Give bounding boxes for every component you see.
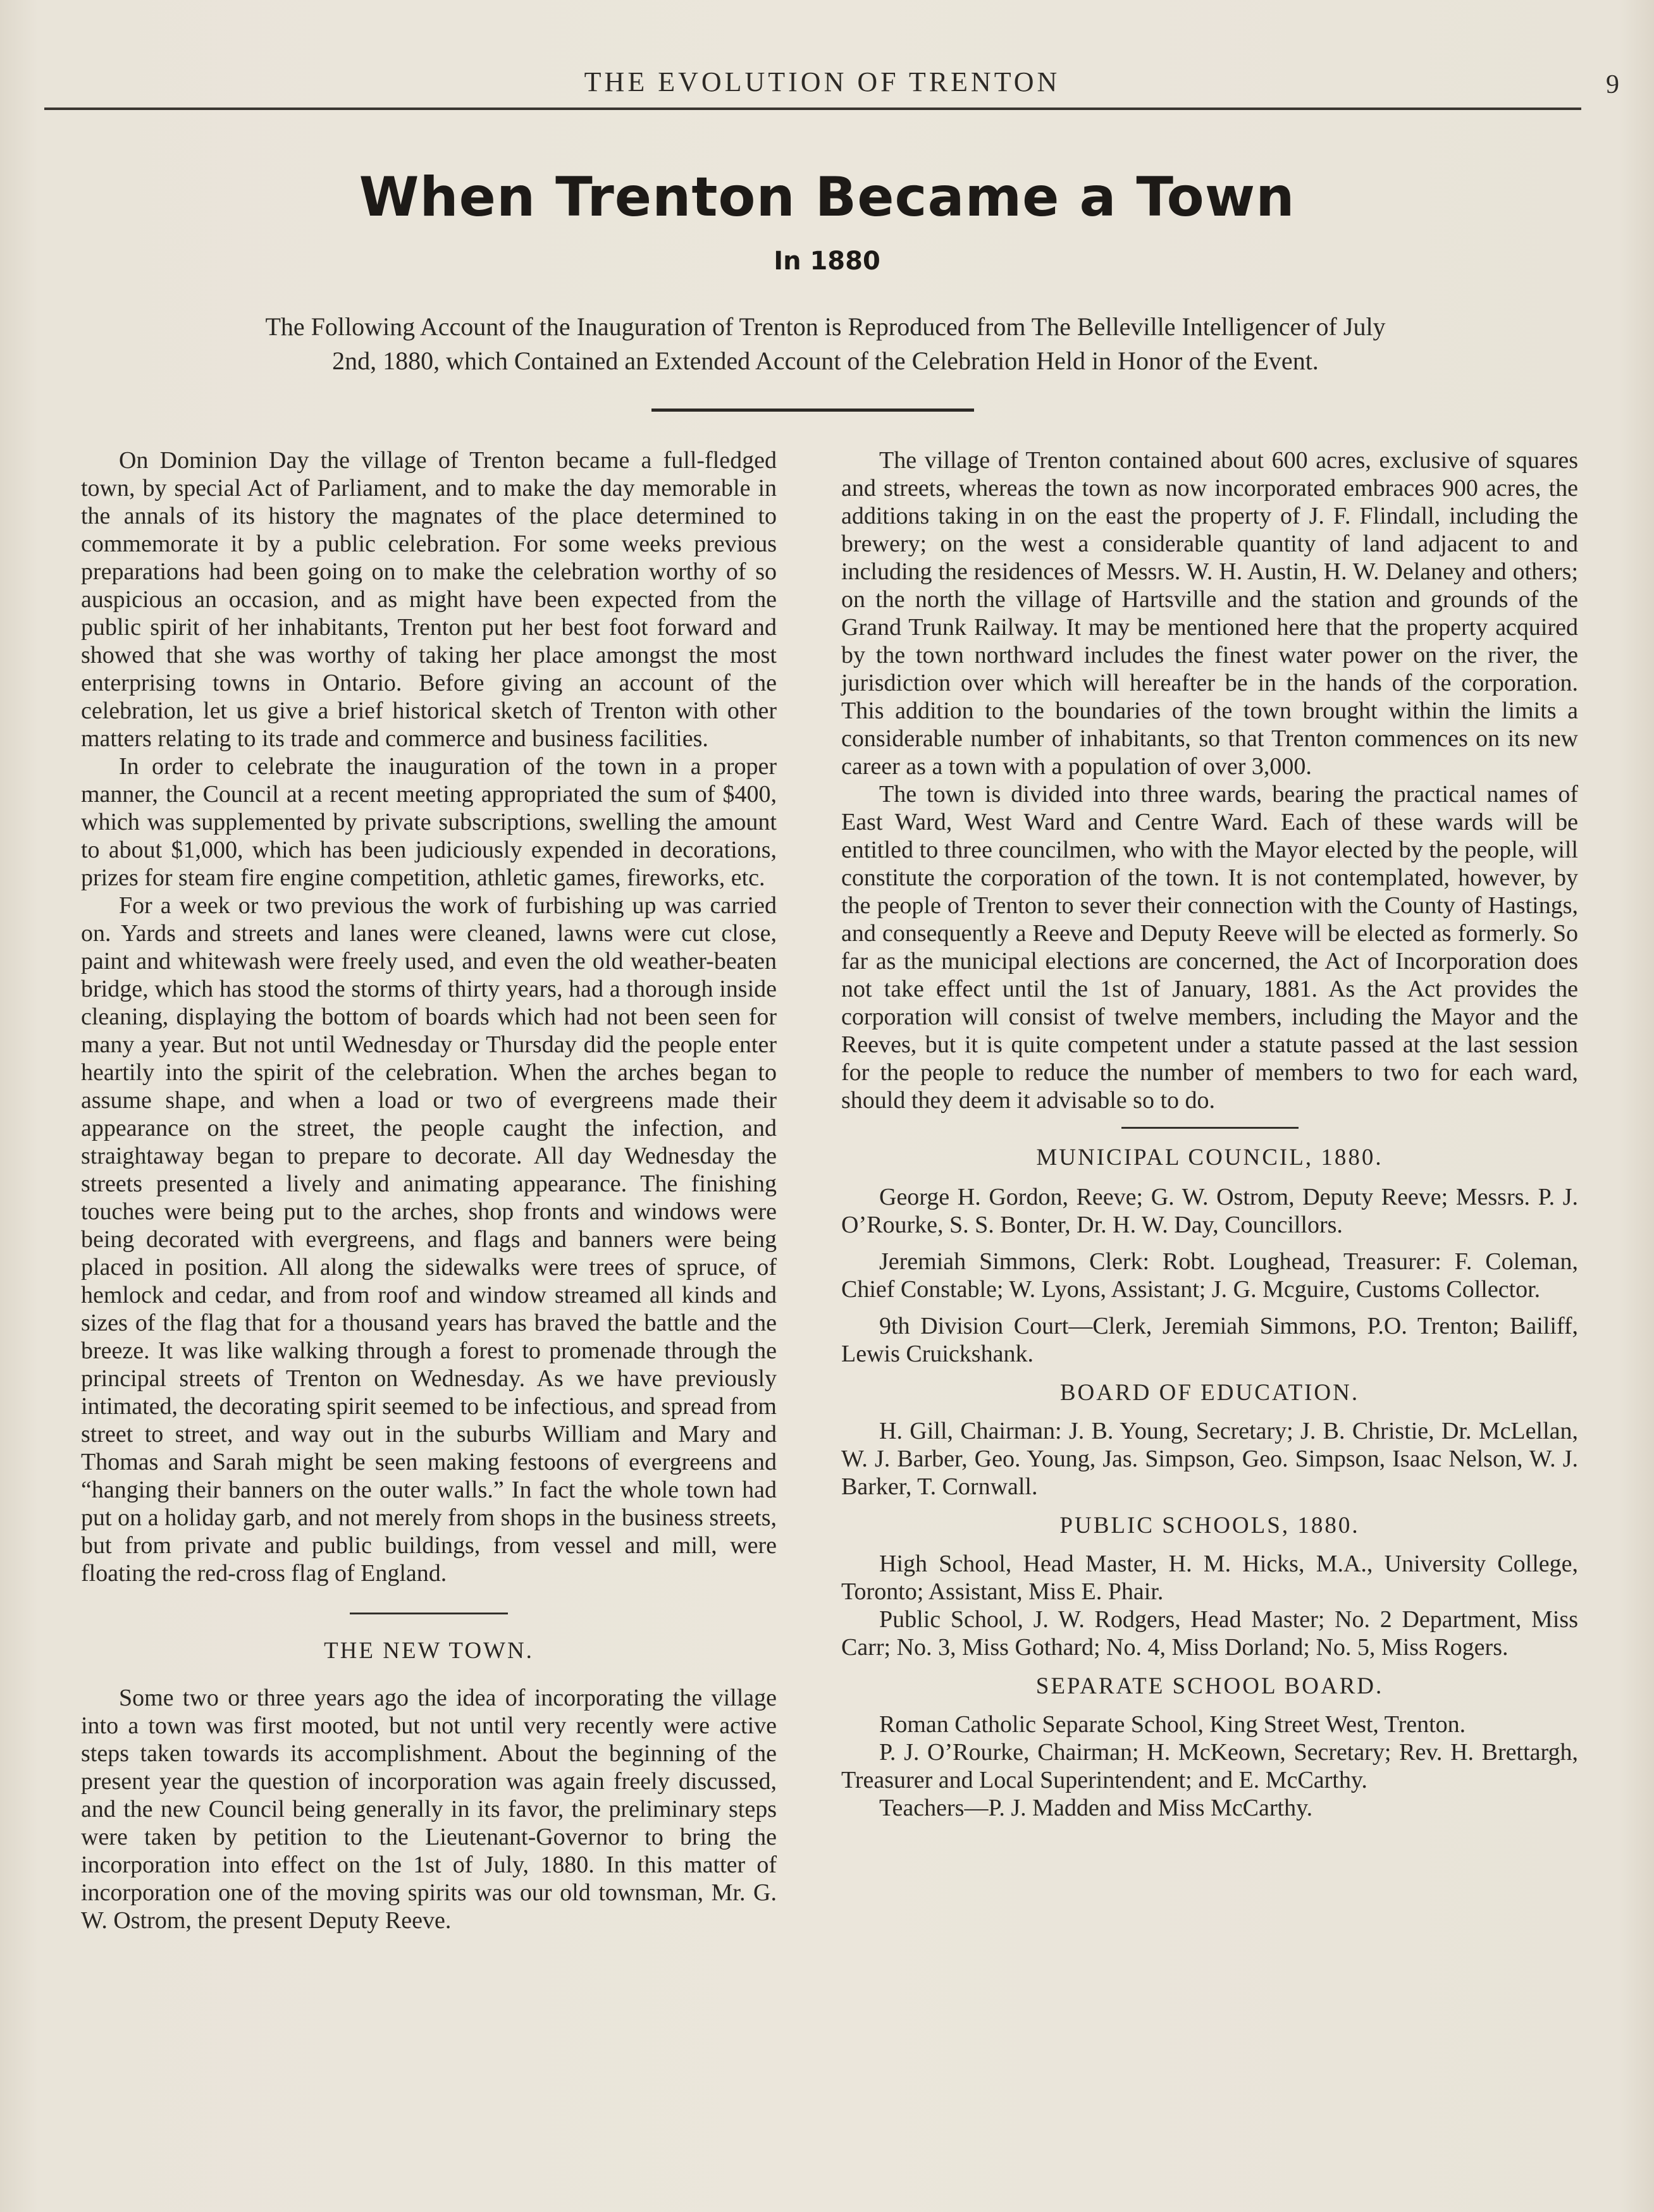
right-column (841, 446, 1578, 1822)
article-intro (82, 310, 1569, 378)
paragraph: For a week or two previous the work of furbishing up was carried on. Yards and streets and lanes were cleaned, lawns were cut close, paint and whitewash were freely used, and even the old weather-beaten bridge, which has stood the storms of thirty years, had a thorough inside cleaning, displaying the bottom of boards which had not been seen for many a year. But not until Wednesday or Thursday did the people enter heartily into the spirit of the celebration. When the arches began to assume shape, and when a load or two of evergreens made their appearance on the street, the people caught the infection, and straightaway began to prepare to decorate. All day Wednesday the streets presented a lively and animating appearance. The finishing touches were being put to the arches, shop fronts and windows were being decorated with evergreens, and flags and banners were being placed in position. All along the sidewalks were trees of spruce, of hemlock and cedar, and from roof and window streamed all kinds and sizes of the flag that for a thousand years has braved the battle and the breeze. It was like walking through a forest to promenade through the principal streets of Trenton on Wednesday. As we have previously intimated, the decorating spirit seemed to be infectious, and spread from street to street, and way out in the suburbs William and Mary and Thomas and Sarah might be seen making festoons of evergreens and “hanging their banners on the outer walls.” In fact the whole town had put on a holiday garb, and not merely from shops in the business streets, but from private and public buildings, from vessel and mill, were floating the red-cross flag of England. (81, 892, 777, 1587)
section-heading-public-schools: PUBLIC SCHOOLS, 1880. (1059, 1513, 1360, 1539)
intro-rule (651, 409, 974, 412)
schools-entry: High School, Head Master, H. M. Hicks, M.A., University College, Toronto; Assistant, Miss E. Phair. (841, 1551, 1578, 1605)
council-entry: Jeremiah Simmons, Clerk: Robt. Loughead, Treasurer: F. Coleman, Chief Constable; W. Lyons, Assistant; J. G. Mcguire, Customs Collector. (841, 1248, 1578, 1303)
left-column (81, 446, 777, 1934)
council-entry: 9th Division Court—Clerk, Jeremiah Simmons, P.O. Trenton; Bailiff, Lewis Cruickshank. (841, 1313, 1578, 1367)
schools-entry: Public School, J. W. Rodgers, Head Master; No. 2 Department, Miss Carr; No. 3, Miss Gothard; No. 4, Miss Dorland; No. 5, Miss Rogers. (841, 1606, 1578, 1661)
separate-entry: P. J. O’Rourke, Chairman; H. McKeown, Secretary; Rev. H. Brettargh, Treasurer and Local Superintendent; and E. McCarthy. (841, 1739, 1578, 1793)
section-heading-board-of-education: BOARD OF EDUCATION. (1059, 1380, 1360, 1406)
intro-line: The Following Account of the Inauguration of Trenton is Reproduced from The Belleville Intelligencer of July (265, 312, 1386, 341)
running-title: THE EVOLUTION OF TRENTON (584, 66, 1061, 97)
education-entry: H. Gill, Chairman: J. B. Young, Secretary; J. B. Christie, Dr. McLellan, W. J. Barber, Geo. Young, Jas. Simpson, Geo. Simpson, Isaac Nelson, W. J. Barker, T. Cornwall. (841, 1418, 1578, 1500)
separate-entry: Teachers—P. J. Madden and Miss McCarthy. (879, 1795, 1313, 1821)
header-rule (44, 108, 1581, 110)
paragraph: The village of Trenton contained about 600 acres, exclusive of squares and streets, whereas the town as now incorporated embraces 900 acres, the additions taking in on the east the property of J. F. Flindall, including the brewery; on the west a considerable quantity of land adjacent to and including the residences of Messrs. W. H. Austin, H. W. Delaney and others; on the north the village of Hartsville and the station and grounds of the Grand Trunk Railway. It may be mentioned here that the property acquired by the town northward includes the finest water power on the river, the jurisdiction over which will hereafter be in the hands of the corporation. This addition to the boundaries of the town brought within the limits a considerable number of inhabitants, so that Trenton commences on its new career as a town with a population of over 3,000. (841, 447, 1578, 780)
section-heading-separate-school-board: SEPARATE SCHOOL BOARD. (1035, 1673, 1384, 1699)
paragraph: On Dominion Day the village of Trenton became a full-fledged town, by special Act of Parliament, and to make the day memorable in the annals of its history the magnates of the place determined to commemorate it by a public celebration. For some weeks previous preparations had been going on to make the celebration worthy of so auspicious an occasion, and as might have been expected from the public spirit of her inhabitants, Trenton put her best foot forward and showed that she was worthy of taking her place amongst the most enterprising towns in Ontario. Before giving an account of the celebration, let us give a brief historical sketch of Trenton with other matters relating to its trade and commerce and business facilities. (81, 447, 777, 752)
page-number: 9 (1606, 70, 1619, 99)
section-rule (350, 1613, 508, 1614)
running-head (44, 66, 1619, 105)
section-heading-municipal-council: MUNICIPAL COUNCIL, 1880. (1036, 1145, 1383, 1171)
article-subtitle: In 1880 (774, 247, 880, 276)
separate-entry: Roman Catholic Separate School, King Street West, Trenton. (879, 1711, 1466, 1738)
council-entry: George H. Gordon, Reeve; G. W. Ostrom, Deputy Reeve; Messrs. P. J. O’Rourke, S. S. Bonter, Dr. H. W. Day, Councillors. (841, 1184, 1578, 1238)
paragraph: In order to celebrate the inauguration of the town in a proper manner, the Council at a recent meeting appropriated the sum of $400, which was supplemented by private subscriptions, swelling the amount to about $1,000, which has been judiciously expended in decorations, prizes for steam fire engine competition, athletic games, fireworks, etc. (81, 753, 777, 891)
section-heading-new-town: THE NEW TOWN. (324, 1638, 534, 1664)
paragraph: The town is divided into three wards, bearing the practical names of East Ward, West Ward and Centre Ward. Each of these wards will be entitled to three councilmen, who with the Mayor elected by the people, will constitute the corporation of the town. It is not contemplated, however, by the people of Trenton to sever their connection with the County of Hastings, and consequently a Reeve and Deputy Reeve will be elected as formerly. So far as the municipal elections are concerned, the Act of Incorporation does not take effect until the 1st of January, 1881. As the Act provides the corporation will consist of twelve members, including the Mayor and the Reeves, but it is quite competent under a statute passed at the last session for the people to reduce the number of members to two for each ward, should they deem it advisable so to do. (841, 781, 1578, 1114)
section-rule (1121, 1127, 1299, 1129)
article-title: When Trenton Became a Town (359, 166, 1295, 229)
paragraph: Some two or three years ago the idea of incorporating the village into a town was first mooted, but not until very recently were active steps taken towards its accomplishment. About the beginning of the present year the question of incorporation was again freely discussed, and the new Council being generally in its favor, the preliminary steps were taken by petition to the Lieutenant-Governor to bring the incorporation into effect on the 1st of July, 1880. In this matter of incorporation one of the moving spirits was our old townsman, Mr. G. W. Ostrom, the present Deputy Reeve. (81, 1685, 777, 1934)
intro-line: 2nd, 1880, which Contained an Extended Account of the Celebration Held in Honor of the Event. (332, 347, 1319, 375)
